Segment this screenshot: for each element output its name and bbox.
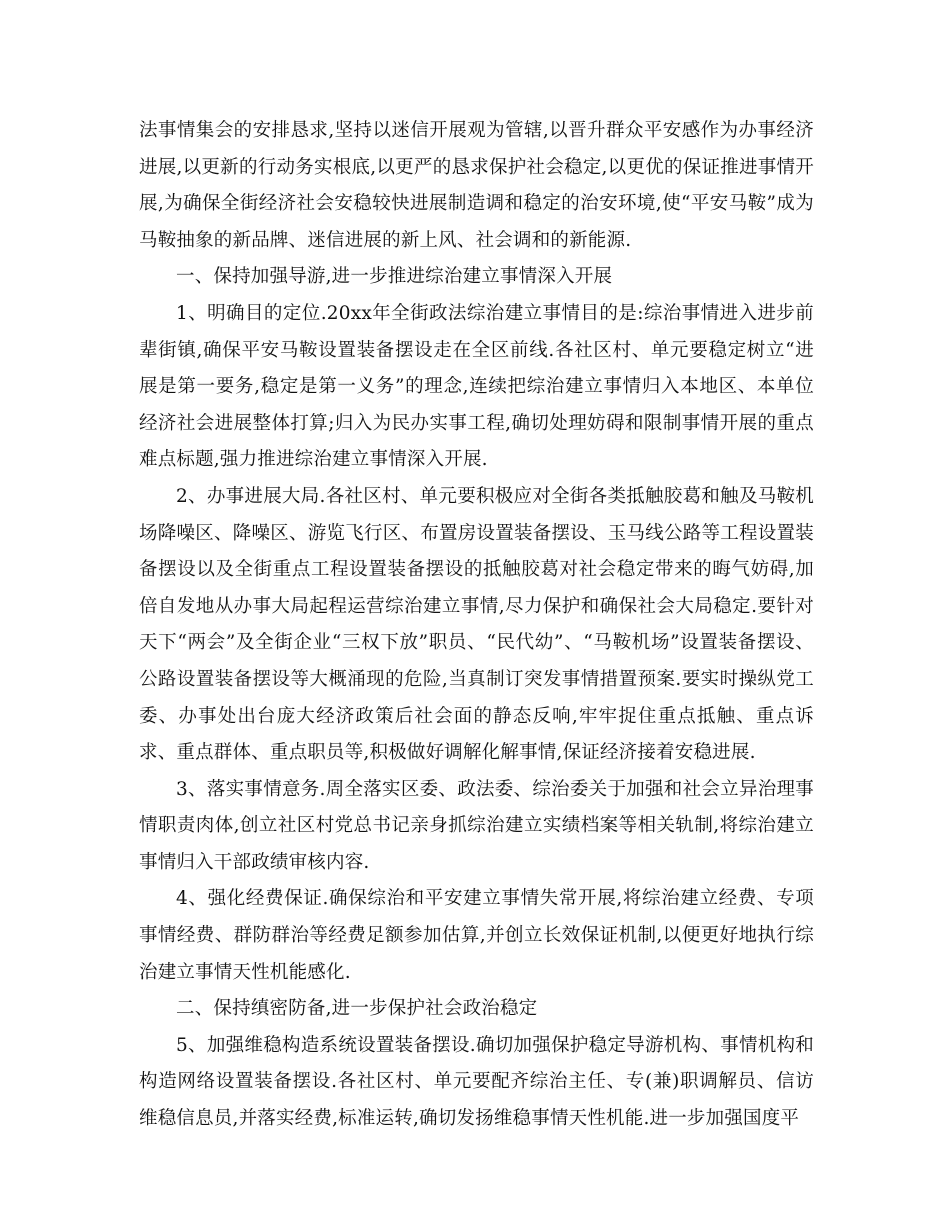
paragraph-item-1: 1、明确目的定位.20xx年全街政法综治建立事情目的是:综治事情进入进步前辈街镇,确保平安马鞍设置装备摆设走在全区前线.各社区村、单元要稳定树立“进展是第一要务,稳定是第一义务”的理念,连续把综治建立事情归入本地区、本单位经济社会进展整体打算;归入为民办实事工程,确切处理妨碍和限制事情开展的重点难点标题,强力推进综治建立事情深入开展. — [139, 302, 814, 471]
document-body — [139, 113, 814, 1138]
section-heading-1: 一、保持加强导游,进一步推进综治建立事情深入开展 — [176, 266, 613, 288]
paragraph-intro-continuation: 法事情集会的安排恳求,坚持以迷信开展观为管辖,以晋升群众平安感作为办事经济进展,以更新的行动务实根底,以更严的恳求保护社会稳定,以更优的保证推进事情开展,为确保全街经济社会安稳较快进展制造调和稳定的治安环境,使“平安马鞍”成为马鞍抽象的新品牌、迷信进展的新上风、社会调和的新能源. — [139, 120, 814, 251]
section-heading-2: 二、保持缜密防备,进一步保护社会政治稳定 — [176, 998, 538, 1020]
paragraph-item-4: 4、强化经费保证.确保综治和平安建立事情失常开展,将综治建立经费、专项事情经费、群防群治等经费足额参加估算,并创立长效保证机制,以便更好地执行综治建立事情天性机能感化. — [139, 888, 814, 983]
paragraph-item-5: 5、加强维稳构造系统设置装备摆设.确切加强保护稳定导游机构、事情机构和构造网络设置装备摆设.各社区村、单元要配齐综治主任、专(兼)职调解员、信访维稳信息员,并落实经费,标准运转,确切发扬维稳事情天性机能.进一步加强国度平 — [139, 1034, 814, 1130]
paragraph-item-3: 3、落实事情意务.周全落实区委、政法委、综治委关于加强和社会立异治理事情职责肉体,创立社区村党总书记亲身抓综治建立实绩档案等相关轨制,将综治建立事情归入干部政绩审核内容. — [139, 778, 814, 873]
paragraph-item-2: 2、办事进展大局.各社区村、单元要积极应对全街各类抵触胶葛和触及马鞍机场降噪区、降噪区、游览飞行区、布置房设置装备摆设、玉马线公路等工程设置装备摆设以及全街重点工程设置装备摆设的抵触胶葛对社会稳定带来的晦气妨碍,加倍自发地从办事大局起程运营综治建立事情,尽力保护和确保社会大局稳定.要针对天下“两会”及全街企业“三权下放”职员、“民代幼”、“马鞍机场”设置装备摆设、公路设置装备摆设等大概涌现的危险,当真制订突发事情措置预案.要实时操纵党工委、办事处出台庞大经济政策后社会面的静态反响,牢牢捉住重点抵触、重点诉求、重点群体、重点职员等,积极做好调解化解事情,保证经济接着安稳进展. — [139, 485, 814, 764]
